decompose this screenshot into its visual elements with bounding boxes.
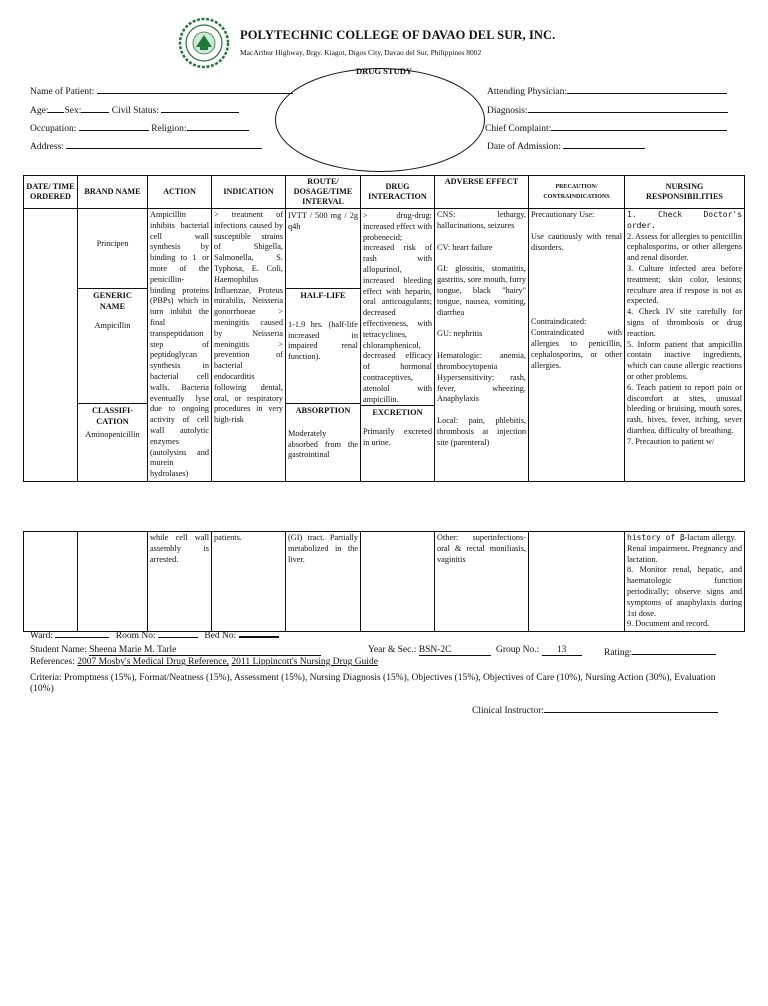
diagnosis-field[interactable] [487, 103, 728, 116]
civil-status-label: Civil Status: [111, 106, 159, 116]
adverse-gi: GI: glossitis, stomatitis, gastritis, sore mouth, furry tongue, black "hairy" tongue, nausea, vomiting, diarrhea [437, 264, 526, 317]
excretion-value: Primarily excreted in urine. [363, 426, 432, 447]
adverse-gu: GU: nephritis [437, 329, 483, 339]
criteria-text: Criteria: Promptness (15%), Format/Neatness (15%), Assessment (15%), Nursing Diagnosis (15%), Objectives (15%), Objectives of Care (10%), Nursing Action (30%), Evaluation (10%) [30, 673, 716, 694]
nursing-6: 6. Teach patient to report pain or discomfort at sites, unusual bleeding or bruising, mouth sores, rash, hives, fever, itching, sever diarrhea, difficulty of breathing. [627, 382, 742, 435]
nursing-8: 8. Monitor renal, hepatic, and haematologic function periodically; observe signs and symptoms of anaphylaxis during 1st dose. [627, 565, 742, 618]
references-label: References: [30, 657, 75, 667]
route-value: IVTT / 500 mg / 2g q4h [286, 209, 360, 289]
header-action: ACTION [148, 176, 212, 209]
year-section-label: Year & Sec.: [368, 645, 417, 655]
ward-label: Ward: [30, 631, 53, 641]
group-number-label: Group No.: [496, 645, 540, 655]
name-of-patient-label: Name of Patient: [30, 87, 95, 97]
header-date: DATE/ TIME ORDERED [24, 176, 78, 209]
room-label: Room No: [115, 631, 156, 641]
absorption-block [286, 404, 360, 463]
header-precaution: PRECAUTION/ CONTRAINDICATIONS [529, 176, 625, 209]
classification-value: Aminopenicillin [85, 429, 140, 439]
year-section-value: BSN-2C [419, 645, 491, 656]
route-cell [286, 209, 361, 482]
table-row [24, 532, 745, 632]
sex-label: Sex: [64, 106, 82, 116]
group-number-field[interactable] [496, 645, 582, 656]
half-life-block [286, 289, 360, 404]
generic-name: Ampicillin [94, 320, 131, 330]
date-of-admission-label: Date of Admission: [487, 142, 561, 152]
college-address: MacArthur Highway, Brgy. Kiagot, Digos City, Davao del Sur, Philippines 8002 [240, 48, 482, 57]
classification-label: CLASSIFI-CATION [91, 406, 134, 426]
table-header-row [24, 176, 745, 209]
nursing-7-rest: Renal impairment. Pregnancy and lactation. [627, 543, 742, 564]
drug-study-continuation-table [23, 531, 745, 632]
bed-label: Bed No: [204, 631, 237, 641]
indication-cell-cont: patients. [212, 532, 286, 632]
adverse-cell [435, 209, 529, 482]
header-brand: BRAND NAME [78, 176, 148, 209]
precaution-cell [529, 209, 625, 482]
age-sex-civil-field[interactable] [30, 103, 239, 116]
diagnosis-label: Diagnosis: [487, 106, 528, 116]
half-life-label: HALF-LIFE [300, 291, 346, 300]
nursing-7-cont-a: history of β [627, 533, 685, 542]
date-cell[interactable] [24, 209, 78, 482]
header-indication: INDICATION [212, 176, 286, 209]
college-seal-logo [178, 17, 230, 69]
address-label: Address: [30, 142, 64, 152]
brand-cell [78, 209, 148, 482]
precaution-label: Precautionary Use: [531, 210, 595, 219]
photo-ellipse [275, 68, 485, 172]
religion-label: Religion: [151, 124, 187, 134]
drug-interaction-cell-cont [361, 532, 435, 632]
reference-2: 2011 Lippincott's Nursing Drug Guide [231, 657, 378, 667]
header-route: ROUTE/ DOSAGE/TIME INTERVAL [286, 176, 361, 209]
nursing-cell [625, 209, 745, 482]
chief-complaint-label: Chief Complaint: [485, 124, 552, 134]
adverse-hypersensitivity: Hypersensitivity: rash, fever, wheezing. Anaphylaxis [437, 372, 526, 404]
contraindicated-value: Contraindicated with allergies to penicillin, cephalosporins, or other allergies. [531, 328, 622, 370]
student-name-field[interactable] [30, 645, 321, 656]
nursing-4: 4. Check IV site carefully for signs of thrombosis or drug reaction. [627, 307, 742, 338]
precaution-use: Use cautiously with renal disorders. [531, 231, 622, 252]
document-title: DRUG STUDY [356, 66, 412, 76]
half-life-value: 1-1.9 hrs. (half-life increased in impaired renal function). [288, 319, 358, 362]
nursing-3: 3. Culture infected area before treatment; skin color, lesions; reculture area if respose is not as expected. [627, 263, 742, 306]
generic-label: GENERIC NAME [93, 291, 132, 311]
ward-room-bed-field[interactable] [30, 627, 279, 641]
absorption-cell-cont: (GI) tract. Partially metabolized in the liver. [286, 532, 361, 632]
header-adverse: ADVERSE EFFECT [435, 176, 529, 209]
precaution-cell-cont [529, 532, 625, 632]
nursing-9: 9. Document and record. [627, 619, 710, 629]
year-section-field[interactable] [368, 645, 491, 656]
indication-cell: > treatment of infections caused by susceptible strains of Shigella, Salmonella, S. Typhosa, E. Coli, Haemophilus Influenzae, Proteus mirabilis, Neisseria gonorrhoeae > meningitis caused by Neisseria meningitis > prevention of bacterial endocarditis following dental, oral, or respiratory procedures in very high-risk [212, 209, 286, 482]
adverse-other: Other: superinfections- oral & rectal moniliasis, vaginitis [435, 532, 529, 632]
action-cell: Ampicillin inhibits bacterial cell wall synthesis by binding to 1 or more of the penicillin-binding proteins (PBPs) which in turn inhibit the final transpeptidation step of peptidoglycan synthesis in bacterial cell walls. Bacteria eventually lyse due to ongoing activity of cell wall autolytic enzymes (autolysins and murein hydrolases) [148, 209, 212, 482]
header-nursing: NURSING RESPONSIBILITIES [625, 176, 745, 209]
adverse-cv: CV: heart failure [437, 242, 493, 252]
nursing-7: 7. Precaution to patient w/ [627, 436, 715, 446]
group-number-value: 13 [542, 645, 582, 656]
absorption-label: ABSORPTION [295, 406, 351, 415]
occupation-religion-field[interactable] [30, 121, 249, 134]
rating-field[interactable] [604, 645, 716, 658]
rating-label: Rating: [604, 648, 632, 658]
references-line [30, 657, 378, 667]
drug-interaction-value: > drug-drug: increased effect with probenecid; increased risk of rash with allopurinol, increased bleeding effect with heparin, oral anticoagulants; decreased effectiveness, with tetracyclines, chloramphenicol, decreased efficacy of hormonal contraceptives, atenolol with ampicillin. [361, 209, 434, 406]
drug-study-table [23, 175, 745, 482]
brand-cell-cont [78, 532, 148, 632]
absorption-value: Moderately absorbed from the gastrointinal [288, 428, 358, 460]
student-name-value: Sheena Marie M. Tarle [89, 645, 321, 656]
date-cell-cont[interactable] [24, 532, 78, 632]
contraindicated-label: Contraindicated: [531, 317, 587, 327]
nursing-cell-cont [625, 532, 745, 632]
action-cell-cont: while cell wall assembly is arrested. [148, 532, 212, 632]
nursing-5: 5. Inform patient that ampicillin contain inactive ingredients, which can cause allergic reactions or other problems. [627, 339, 742, 381]
excretion-label: EXCRETION [372, 408, 423, 417]
attending-physician-label: Attending Physician: [487, 87, 567, 97]
occupation-label: Occupation: [30, 124, 77, 134]
nursing-7-cont-b: -lactam allergy. [684, 533, 737, 542]
drug-interaction-cell [361, 209, 435, 482]
adverse-cns: CNS: lethargy, hallucinations, seizures [437, 210, 526, 230]
address-field[interactable] [30, 139, 262, 152]
date-of-admission-field[interactable] [487, 139, 645, 152]
classification-block [78, 404, 147, 442]
reference-1: 2007 Mosby's Medical Drug Reference, [77, 657, 230, 667]
clinical-instructor-field[interactable] [472, 703, 718, 716]
table-row [24, 209, 745, 482]
adverse-hematologic: Hematologic: anemia, thrombocytopenia [437, 351, 526, 371]
age-label: Age: [30, 106, 49, 116]
college-name: POLYTECHNIC COLLEGE OF DAVAO DEL SUR, INC. [240, 28, 556, 42]
clinical-instructor-label: Clinical Instructor: [472, 706, 545, 716]
nursing-1: 1. Check Doctor's order. [627, 210, 742, 230]
nursing-7-continued [627, 533, 742, 544]
generic-block [78, 289, 147, 404]
attending-physician-field[interactable] [487, 84, 727, 97]
adverse-local: Local: pain, phlebitis, thrombosis at injection site (parenteral) [437, 416, 526, 447]
brand-name: Principen [78, 209, 147, 289]
chief-complaint-field[interactable] [485, 121, 727, 134]
student-name-label: Student Name: [30, 645, 87, 655]
excretion-block [361, 406, 434, 450]
header-drug-interaction: DRUG INTERACTION [361, 176, 435, 209]
name-of-patient-field[interactable] [30, 84, 293, 97]
nursing-2: 2. Assess for allergies to penicillin cephalosporins, or other allergens and renal disorder. [627, 231, 742, 263]
